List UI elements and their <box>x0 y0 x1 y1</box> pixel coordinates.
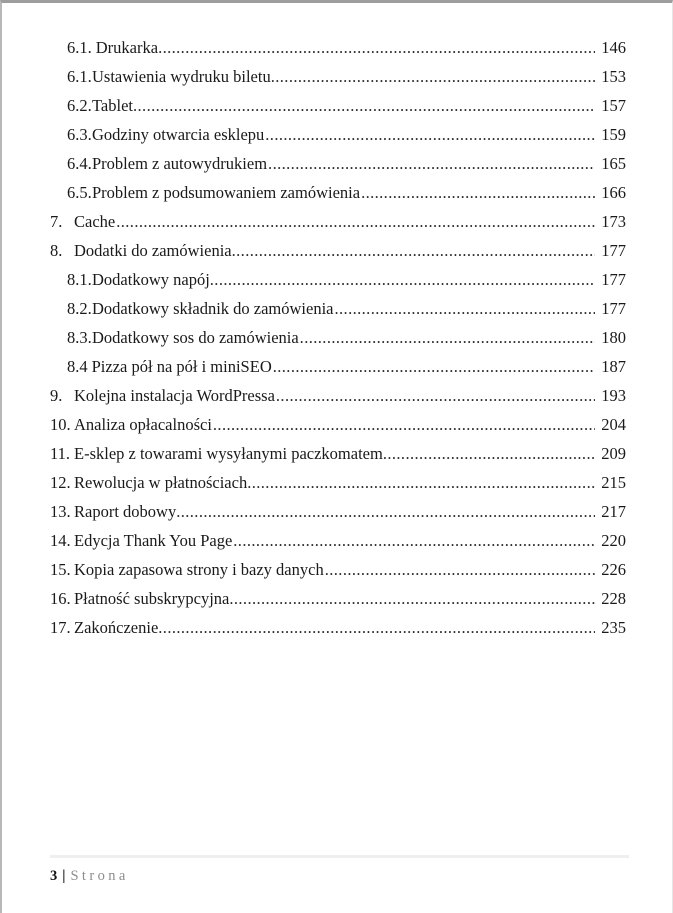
toc-entry-number: 6.2. <box>67 96 92 115</box>
toc-entry-title: Kolejna instalacja WordPressa <box>74 386 275 405</box>
toc-entry[interactable] <box>28 584 626 613</box>
toc-entry-number: 17. <box>50 618 71 637</box>
toc-dot-leader <box>233 526 595 555</box>
toc-entry-title: Drukarka <box>95 38 159 57</box>
toc-dot-leader <box>232 236 595 265</box>
toc-entry-number: 6.1. <box>67 38 92 57</box>
toc-entry-page-number: 165 <box>601 154 626 173</box>
toc-entry[interactable] <box>28 410 626 439</box>
toc-entry-number: 8.3. <box>67 328 92 347</box>
toc-entry-title: Raport dobowy <box>74 502 177 521</box>
toc-entry-number: 8.4 <box>67 357 88 376</box>
toc-dot-leader <box>361 178 595 207</box>
toc-entry-page-number: 157 <box>601 96 626 115</box>
toc-entry[interactable] <box>28 178 626 207</box>
toc-entry[interactable] <box>28 526 626 555</box>
toc-entry-title: Kopia zapasowa strony i bazy danych <box>74 560 324 579</box>
toc-dot-leader <box>265 120 595 149</box>
toc-entry-number: 13. <box>50 502 71 521</box>
toc-entry-page-number: 177 <box>601 270 626 289</box>
toc-dot-leader <box>158 613 595 642</box>
toc-entry-title: Dodatkowy sos do zamówienia <box>92 328 299 347</box>
toc-entry-page-number: 173 <box>601 212 626 231</box>
toc-entry-title: Problem z autowydrukiem <box>92 154 268 173</box>
toc-entry-title: Ustawienia wydruku biletu <box>92 67 271 86</box>
toc-entry[interactable] <box>28 91 626 120</box>
toc-entry-number: 14. <box>50 531 71 550</box>
toc-entry-title: Cache <box>74 212 116 231</box>
toc-entry-page-number: 215 <box>601 473 626 492</box>
footer-text <box>50 868 629 885</box>
toc-entry-page-number: 235 <box>601 618 626 637</box>
toc-entry-title: Rewolucja w płatnościach <box>74 473 248 492</box>
toc-entry-title: Dodatki do zamówienia <box>74 241 232 260</box>
toc-entry-title: Dodatkowy napój <box>92 270 210 289</box>
toc-dot-leader <box>383 439 595 468</box>
toc-dot-leader <box>273 352 595 381</box>
toc-entry-number: 10. <box>50 415 71 434</box>
toc-entry-title: E-sklep z towarami wysyłanymi paczkomatem <box>74 444 383 463</box>
toc-entry-number: 6.1. <box>67 67 92 86</box>
toc-entry-number: 8.2. <box>67 299 92 318</box>
toc-entry-page-number: 209 <box>601 444 626 463</box>
toc-entry-number: 15. <box>50 560 71 579</box>
toc-entry-number: 8.1. <box>67 270 92 289</box>
footer-separator: | <box>62 868 66 884</box>
toc-entry[interactable] <box>28 207 626 236</box>
toc-entry-page-number: 226 <box>601 560 626 579</box>
toc-entry[interactable] <box>28 149 626 178</box>
toc-entry-page-number: 177 <box>601 299 626 318</box>
toc-entry-title: Zakończenie <box>74 618 159 637</box>
toc-entry-number: 12. <box>50 473 71 492</box>
toc-entry-page-number: 228 <box>601 589 626 608</box>
toc-entry-page-number: 193 <box>601 386 626 405</box>
toc-entry-number: 11. <box>50 444 71 463</box>
toc-entry[interactable] <box>28 468 626 497</box>
toc-dot-leader <box>247 468 595 497</box>
toc-entry[interactable] <box>28 497 626 526</box>
toc-entry-title: Edycja Thank You Page <box>74 531 233 550</box>
toc-entry[interactable] <box>28 613 626 642</box>
toc-dot-leader <box>229 584 595 613</box>
toc-entry-page-number: 177 <box>601 241 626 260</box>
toc-entry[interactable] <box>28 381 626 410</box>
toc-entry-number: 7. <box>50 212 63 231</box>
toc-entry[interactable] <box>28 265 626 294</box>
toc-entry-page-number: 146 <box>601 38 626 57</box>
toc-dot-leader <box>325 555 595 584</box>
toc-entry-number: 8. <box>50 241 63 260</box>
toc-dot-leader <box>210 265 595 294</box>
toc-dot-leader <box>176 497 595 526</box>
toc-entry[interactable] <box>28 33 626 62</box>
toc-entry[interactable] <box>28 352 626 381</box>
toc-dot-leader <box>133 91 595 120</box>
toc-entry-page-number: 180 <box>601 328 626 347</box>
toc-entry-number: 6.4. <box>67 154 92 173</box>
toc-entry-title: Płatność subskrypcyjna <box>74 589 230 608</box>
toc-entry-page-number: 204 <box>601 415 626 434</box>
toc-entry[interactable] <box>28 294 626 323</box>
page-footer <box>50 855 629 885</box>
toc-entry-page-number: 187 <box>601 357 626 376</box>
toc-entry-title: Pizza pół na pół i miniSEO <box>91 357 272 376</box>
toc-dot-leader <box>213 410 595 439</box>
toc-entry[interactable] <box>28 120 626 149</box>
toc-dot-leader <box>271 62 595 91</box>
toc-entry-number: 16. <box>50 589 71 608</box>
toc-dot-leader <box>268 149 595 178</box>
toc-dot-leader <box>158 33 595 62</box>
footer-label: Strona <box>70 868 129 884</box>
toc-entry-title: Tablet <box>92 96 133 115</box>
toc-entry-title: Godziny otwarcia esklepu <box>92 125 265 144</box>
toc-dot-leader <box>300 323 595 352</box>
footer-page-number: 3 <box>50 868 58 884</box>
toc-entry-page-number: 159 <box>601 125 626 144</box>
toc-entry[interactable] <box>28 323 626 352</box>
footer-divider <box>50 855 629 858</box>
toc-dot-leader <box>335 294 596 323</box>
table-of-contents <box>28 33 626 642</box>
toc-entry[interactable] <box>28 555 626 584</box>
toc-dot-leader <box>116 207 595 236</box>
toc-entry-page-number: 166 <box>601 183 626 202</box>
toc-entry-title: Analiza opłacalności <box>74 415 212 434</box>
toc-entry-title: Dodatkowy składnik do zamówienia <box>92 299 334 318</box>
toc-entry-title: Problem z podsumowaniem zamówienia <box>92 183 361 202</box>
toc-entry[interactable] <box>28 439 626 468</box>
toc-entry[interactable] <box>28 62 626 91</box>
toc-entry-page-number: 220 <box>601 531 626 550</box>
toc-entry-number: 6.5. <box>67 183 92 202</box>
toc-entry-page-number: 153 <box>601 67 626 86</box>
toc-entry[interactable] <box>28 236 626 265</box>
toc-entry-number: 6.3. <box>67 125 92 144</box>
toc-dot-leader <box>276 381 595 410</box>
toc-entry-number: 9. <box>50 386 63 405</box>
toc-entry-page-number: 217 <box>601 502 626 521</box>
